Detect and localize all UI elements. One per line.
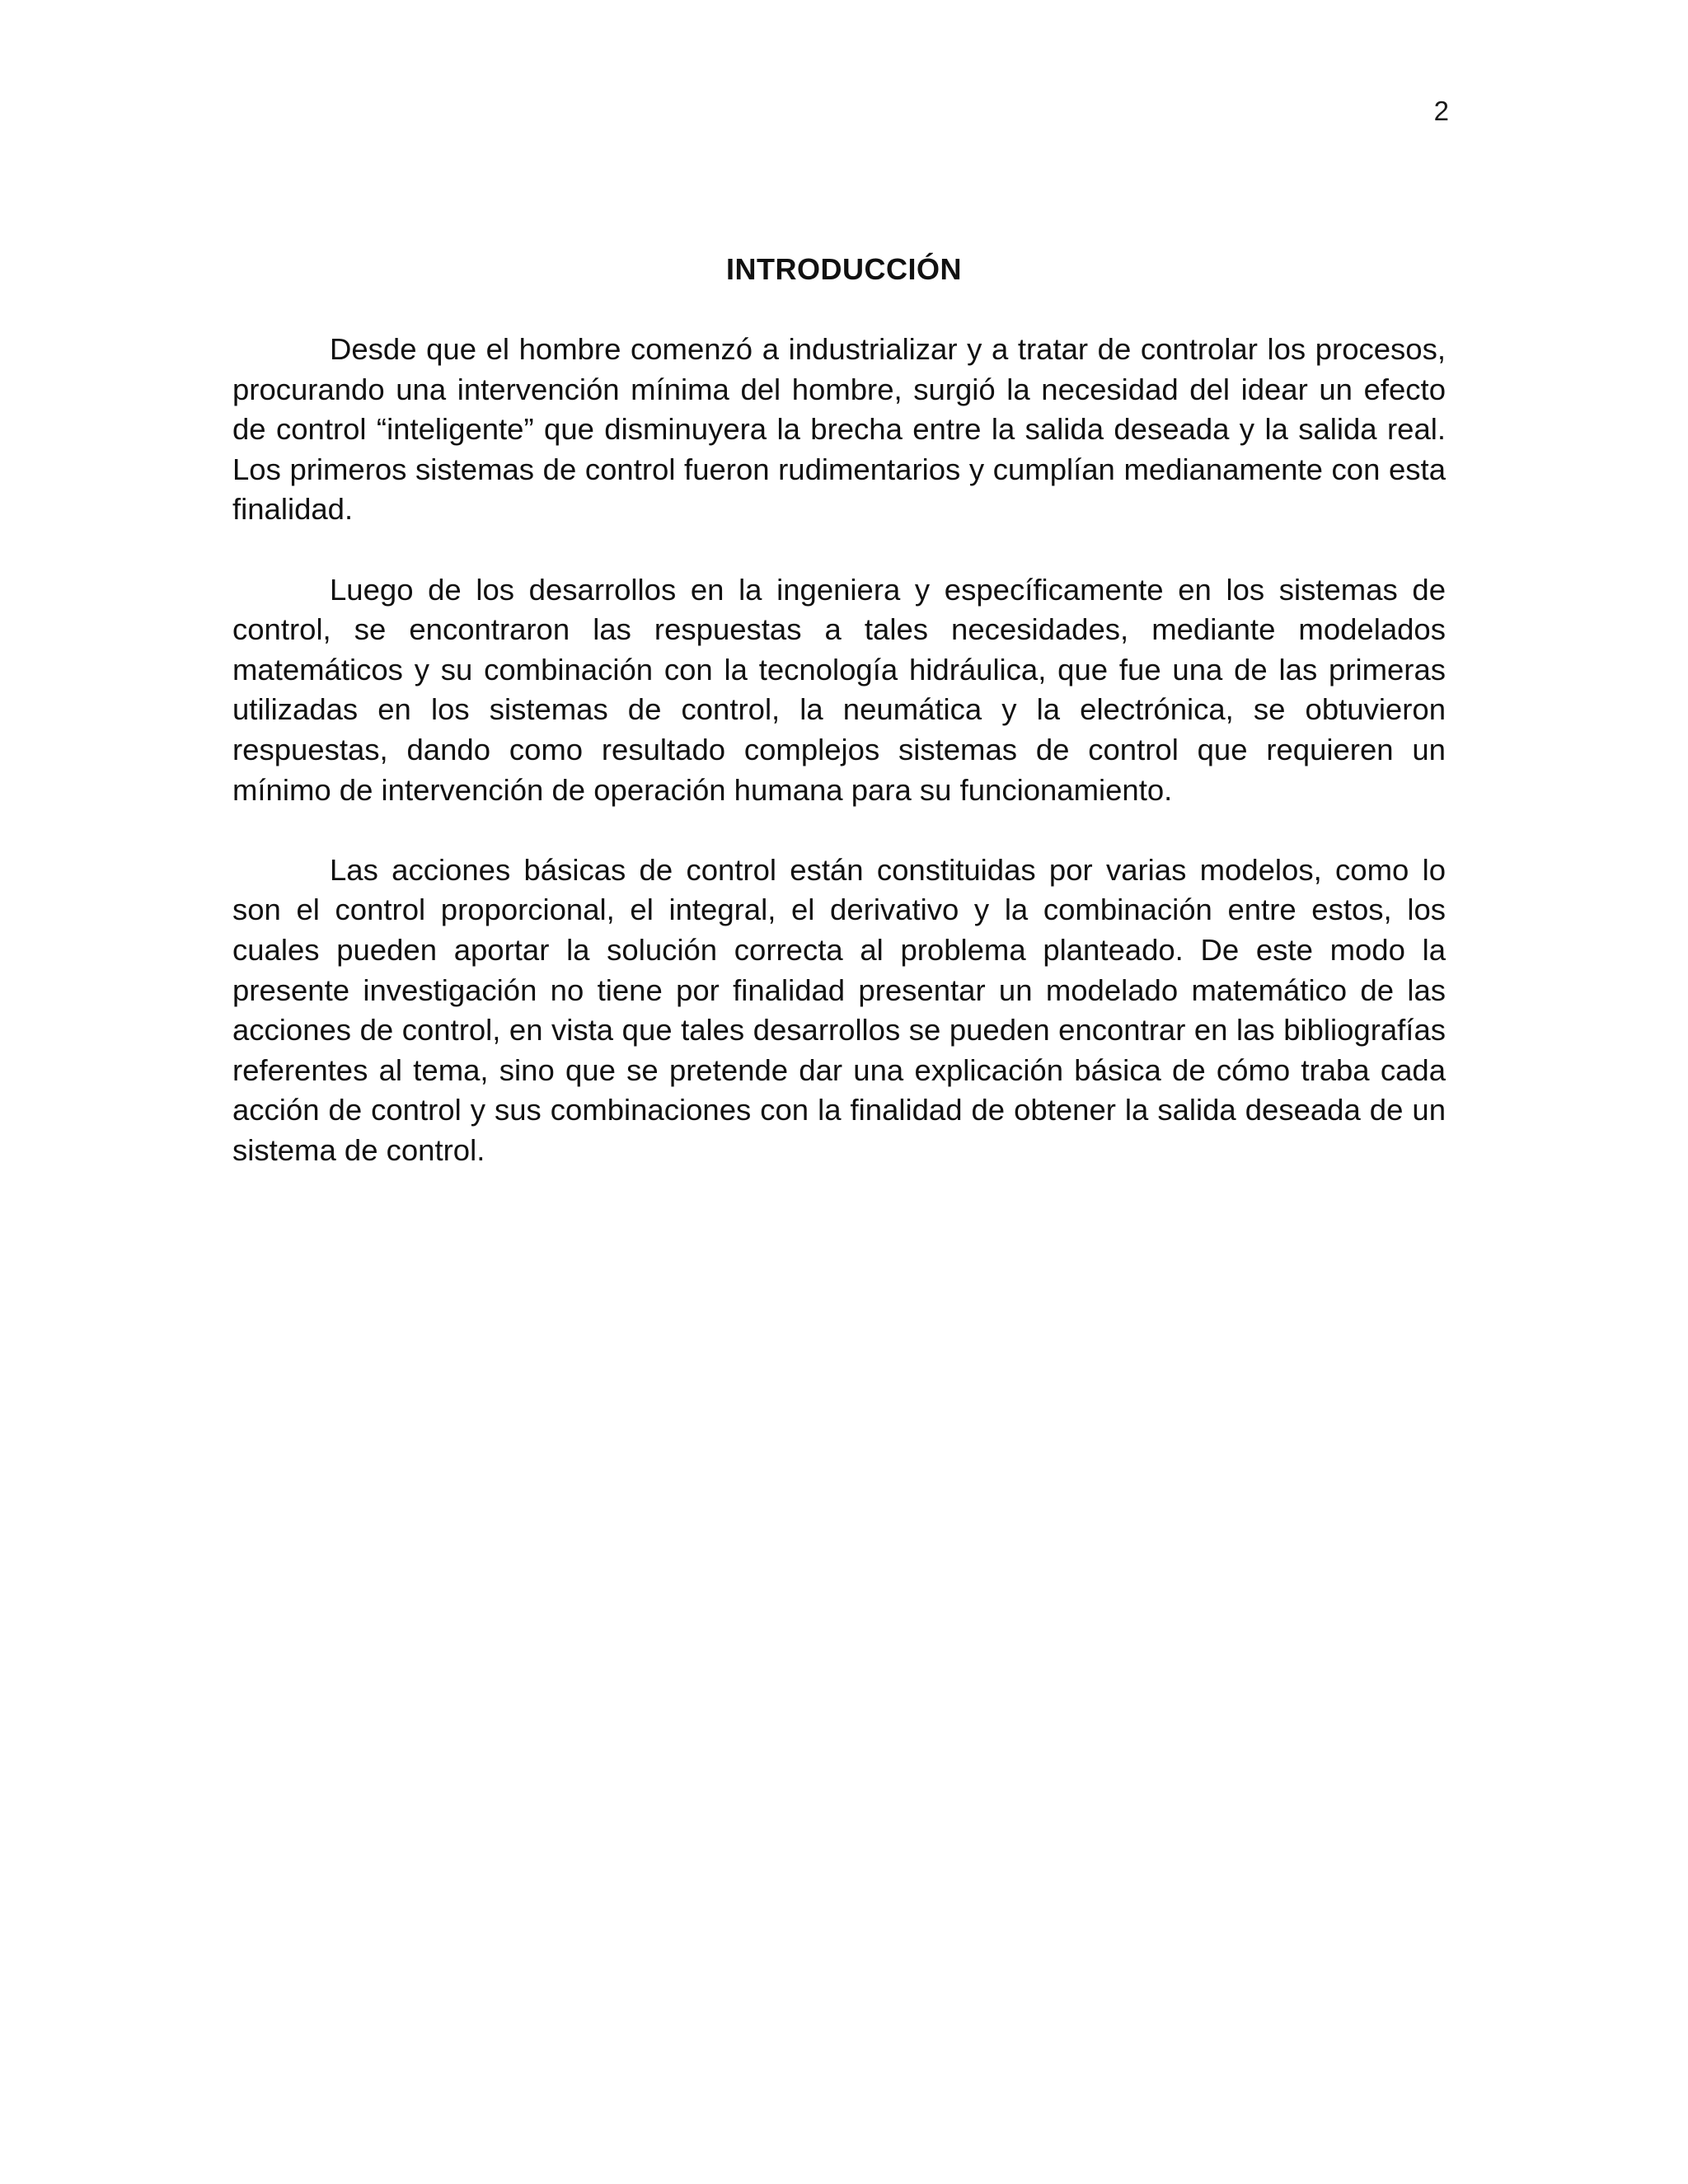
page-number: 2 — [1433, 96, 1449, 126]
paragraph: Desde que el hombre comenzó a industrializar y a tratar de controlar los procesos, procurando una intervención mínima del hombre, surgió la necesidad del idear un efecto de control “inteligente” que disminuyera la brecha entre la salida deseada y la salida real. Los primeros sistemas de control fueron rudimentarios y cumplían medianamente con esta finalidad. — [232, 332, 1446, 527]
document-body — [232, 330, 1446, 1211]
paragraph: Las acciones básicas de control están constituidas por varias modelos, como lo son el control proporcional, el integral, el derivativo y la combinación entre estos, los cuales pueden aportar la solución correcta al problema planteado. De este modo la presente investigación no tiene por finalidad presentar un modelado matemático de las acciones de control, en vista que tales desarrollos se pueden encontrar en las bibliografías referentes al tema, sino que se pretende dar una explicación básica de cómo traba cada acción de control y sus combinaciones con la finalidad de obtener la salida deseada de un sistema de control. — [232, 852, 1446, 1167]
page-title: INTRODUCCIÓN — [726, 252, 962, 286]
paragraph: Luego de los desarrollos en la ingeniera y específicamente en los sistemas de control, se encontraron las respuestas a tales necesidades, mediante modelados matemáticos y su combinación con la tecnología hidráulica, que fue una de las primeras utilizadas en los sistemas de control, la neumática y la electrónica, se obtuvieron respuestas, dando como resultado complejos sistemas de control que requieren un mínimo de intervención de operación humana para su funcionamiento. — [232, 572, 1446, 807]
